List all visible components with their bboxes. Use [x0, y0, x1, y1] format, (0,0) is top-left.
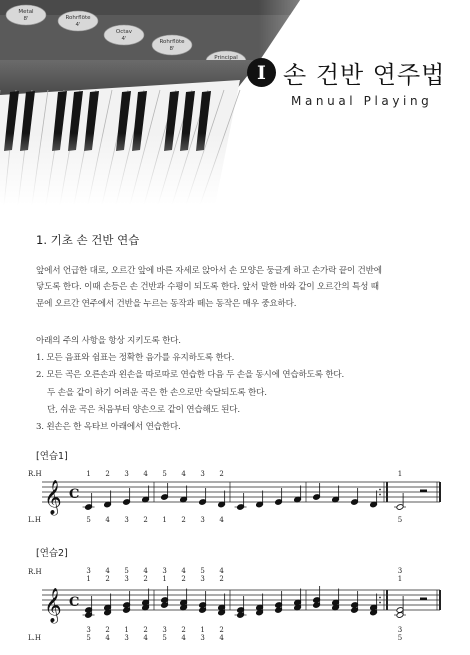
rh-fingering: 3	[397, 567, 403, 575]
repeat-dot	[379, 597, 381, 599]
repeat-dot	[379, 489, 381, 491]
lh-fingering: 5	[86, 634, 91, 642]
exercise-2-staff	[28, 560, 448, 650]
rh-fingering: 3	[124, 470, 129, 478]
paragraph-line: 앞에서 언급한 대로, 오르간 앞에 바른 자세로 앉아서 손 모양은 둥글게 하고 손가락 끝이 건반에	[36, 266, 382, 276]
rh-fingering: 1	[86, 575, 91, 583]
chapter-number-badge: I	[247, 58, 276, 87]
tip-item-continued: 단, 쉬운 곡은 처음부터 양손으로 같이 연습해도 된다.	[47, 404, 240, 415]
lh-fingering: 3	[200, 634, 205, 642]
rh-fingering: 4	[143, 567, 148, 575]
chapter-title	[247, 55, 445, 90]
lh-fingering: 1	[124, 626, 129, 634]
rh-fingering: 4	[219, 567, 224, 575]
lh-fingering: 3	[124, 516, 129, 524]
tip-item: 3. 왼손은 한 옥타브 아래에서 연습한다.	[36, 422, 181, 433]
lh-fingering: 5	[86, 516, 91, 524]
exercise-1-staff	[28, 462, 448, 547]
half-rest	[420, 490, 427, 493]
intro-paragraph	[36, 263, 444, 312]
lh-fingering: 2	[219, 626, 224, 634]
rh-fingering: 3	[200, 470, 205, 478]
tip-item-continued: 두 손을 같이 하기 어려운 곡은 한 손으로만 숙달되도록 한다.	[47, 387, 267, 398]
lh-fingering: 3	[124, 634, 129, 642]
exercise-2-label: [연습2]	[36, 548, 68, 559]
lh-fingering: 4	[219, 634, 224, 642]
rh-fingering: 1	[397, 470, 403, 478]
rh-fingering: 2	[105, 470, 110, 478]
chapter-title-text: 손 건반 연주법	[283, 61, 446, 89]
lh-fingering: 4	[105, 634, 110, 642]
tip-item: 2. 모든 곡은 오른손과 왼손을 따로따로 연습한 다음 두 손을 동시에 연습하도록 한다.	[36, 370, 345, 381]
lh-fingering: 3	[200, 516, 205, 524]
lh-fingering: 2	[143, 626, 148, 634]
lh-fingering: 1	[200, 626, 205, 634]
section-heading: 1. 기초 손 건반 연습	[36, 233, 140, 247]
rh-fingering: 2	[105, 575, 110, 583]
lh-fingering: 4	[105, 516, 110, 524]
rh-fingering: 5	[200, 567, 205, 575]
exercise-1-label: [연습1]	[36, 451, 68, 462]
rh-fingering: 4	[105, 567, 110, 575]
lh-fingering: 4	[143, 634, 148, 642]
lh-fingering: 2	[105, 626, 110, 634]
lh-fingering: 2	[181, 626, 186, 634]
rh-fingering: 2	[219, 575, 224, 583]
rh-fingering: 5	[124, 567, 129, 575]
lh-fingering: 5	[397, 516, 403, 524]
tips-intro: 아래의 주의 사항을 항상 지키도록 한다.	[36, 336, 181, 346]
half-rest	[420, 598, 427, 601]
rh-fingering: 4	[181, 567, 186, 575]
lh-fingering: 4	[181, 634, 186, 642]
rh-fingering: 1	[162, 575, 167, 583]
rh-fingering: 2	[219, 470, 224, 478]
paragraph-line: 문에 오르간 연주에서 건반을 누르는 동작과 떼는 동작은 매우 중요하다.	[36, 298, 297, 309]
treble-clef-icon: 𝄞	[44, 480, 62, 515]
lh-fingering: 1	[162, 516, 167, 524]
time-signature: C	[69, 595, 80, 610]
right-hand-label: R.H	[28, 470, 42, 478]
exercise-1-score	[28, 462, 448, 547]
rh-fingering: 3	[200, 575, 205, 583]
rh-fingering: 3	[124, 575, 129, 583]
lh-fingering: 2	[143, 516, 148, 524]
rh-fingering: 2	[181, 575, 186, 583]
rh-fingering: 4	[143, 470, 148, 478]
rh-fingering: 2	[143, 575, 148, 583]
treble-clef-icon: 𝄞	[44, 588, 62, 623]
rh-fingering: 3	[162, 567, 167, 575]
repeat-dot	[379, 602, 381, 604]
lh-fingering: 5	[162, 634, 167, 642]
chapter-subtitle: Manual Playing	[291, 94, 433, 108]
paragraph-line: 닿도록 한다. 이때 손등은 손 건반과 수평이 되도록 한다. 앞서 말한 바와 같이 오르간의 특성 때	[36, 282, 379, 293]
lh-fingering: 4	[219, 516, 224, 524]
rh-fingering: 3	[86, 567, 91, 575]
lh-fingering: 2	[181, 516, 186, 524]
right-hand-label: R.H	[28, 568, 42, 576]
rh-fingering: 5	[162, 470, 167, 478]
lh-fingering: 5	[397, 634, 403, 642]
left-hand-label: L.H	[28, 634, 41, 642]
rh-fingering: 4	[181, 470, 186, 478]
lh-fingering: 3	[397, 626, 403, 634]
tip-item: 1. 모든 음표와 쉼표는 정확한 음가를 유지하도록 한다.	[36, 353, 235, 364]
exercise-2-score	[28, 560, 448, 645]
left-hand-label: L.H	[28, 516, 41, 524]
rh-fingering: 1	[86, 470, 91, 478]
lh-fingering: 3	[86, 626, 91, 634]
rh-fingering: 1	[397, 575, 403, 583]
lh-fingering: 3	[162, 626, 167, 634]
repeat-dot	[379, 494, 381, 496]
practice-tips	[36, 333, 444, 436]
time-signature: C	[69, 487, 80, 502]
